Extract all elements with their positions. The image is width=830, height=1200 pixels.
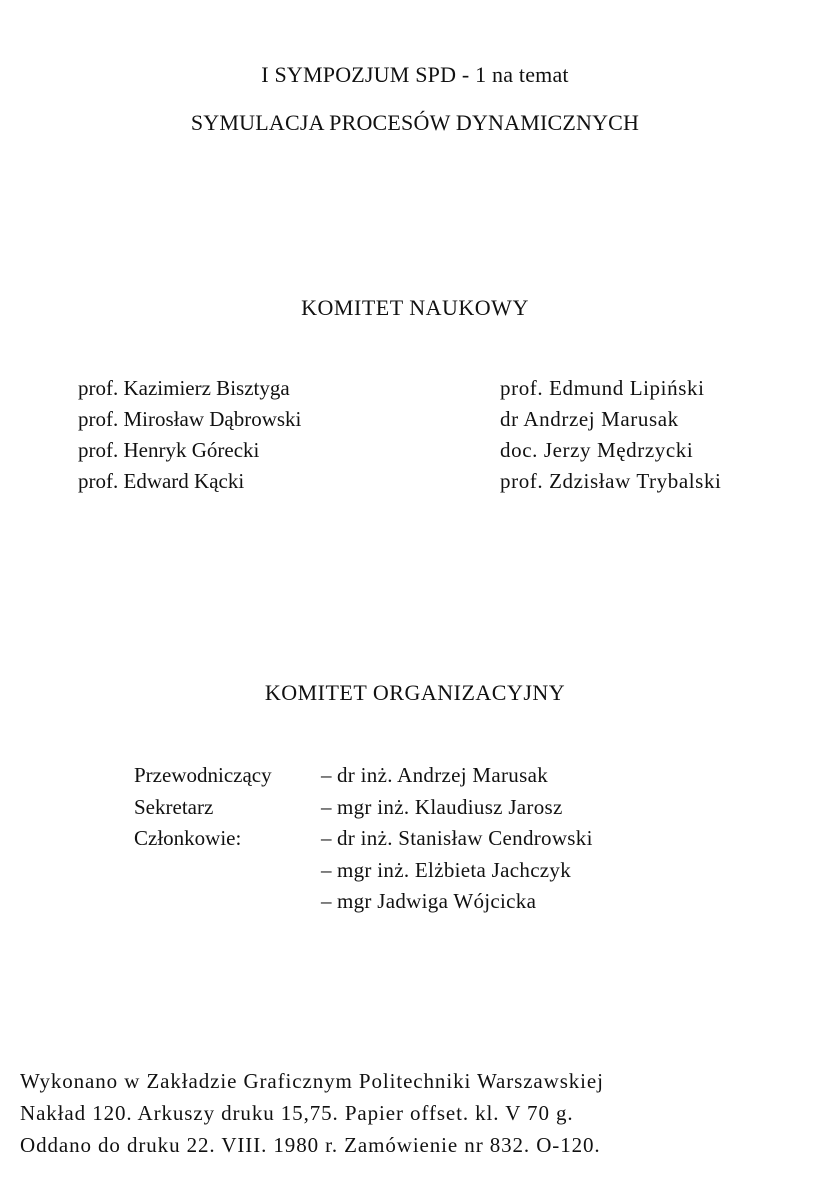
colophon-line: Oddano do druku 22. VIII. 1980 r. Zamówienie nr 832. O-120.: [20, 1133, 601, 1157]
committee-member: prof. Zdzisław Trybalski: [500, 469, 722, 493]
committee-member: doc. Jerzy Mędrzycki: [500, 438, 694, 462]
scientific-committee-left-column: [78, 373, 301, 497]
organizing-committee-heading: KOMITET ORGANIZACYJNY: [264, 680, 566, 705]
printing-colophon: [20, 1065, 604, 1161]
dash: –: [321, 794, 332, 819]
symposium-subject: SYMULACJA PROCESÓW DYNAMICZNYCH: [190, 110, 640, 135]
role-label: Członkowie:: [134, 826, 242, 850]
committee-member: prof. Kazimierz Bisztyga: [78, 376, 290, 400]
dash: –: [321, 763, 332, 787]
dash: –: [321, 889, 332, 913]
member-name: dr inż. Stanisław Cendrowski: [337, 826, 593, 850]
committee-member: prof. Henryk Górecki: [78, 438, 260, 462]
scientific-committee-heading: KOMITET NAUKOWY: [301, 295, 529, 320]
role-label: Sekretarz: [134, 794, 214, 819]
dash: –: [321, 857, 332, 882]
dash: –: [321, 826, 332, 850]
member-name: mgr inż. Klaudiusz Jarosz: [337, 794, 563, 819]
role-label: Przewodniczący: [134, 763, 272, 787]
scientific-committee-right-column: [500, 373, 721, 497]
committee-member: prof. Edward Kącki: [78, 469, 245, 493]
member-name: mgr Jadwiga Wójcicka: [337, 889, 537, 913]
committee-member: prof. Mirosław Dąbrowski: [78, 407, 302, 431]
committee-member: dr Andrzej Marusak: [500, 407, 679, 431]
member-name: dr inż. Andrzej Marusak: [337, 763, 549, 787]
colophon-line: Nakład 120. Arkuszy druku 15,75. Papier offset. kl. V 70 g.: [20, 1101, 574, 1125]
symposium-title: I SYMPOZJUM SPD - 1 na temat: [261, 62, 569, 87]
colophon-line: Wykonano w Zakładzie Graficznym Politechniki Warszawskiej: [20, 1069, 604, 1093]
member-name: mgr inż. Elżbieta Jachczyk: [337, 857, 572, 882]
committee-member: prof. Edmund Lipiński: [500, 376, 705, 400]
